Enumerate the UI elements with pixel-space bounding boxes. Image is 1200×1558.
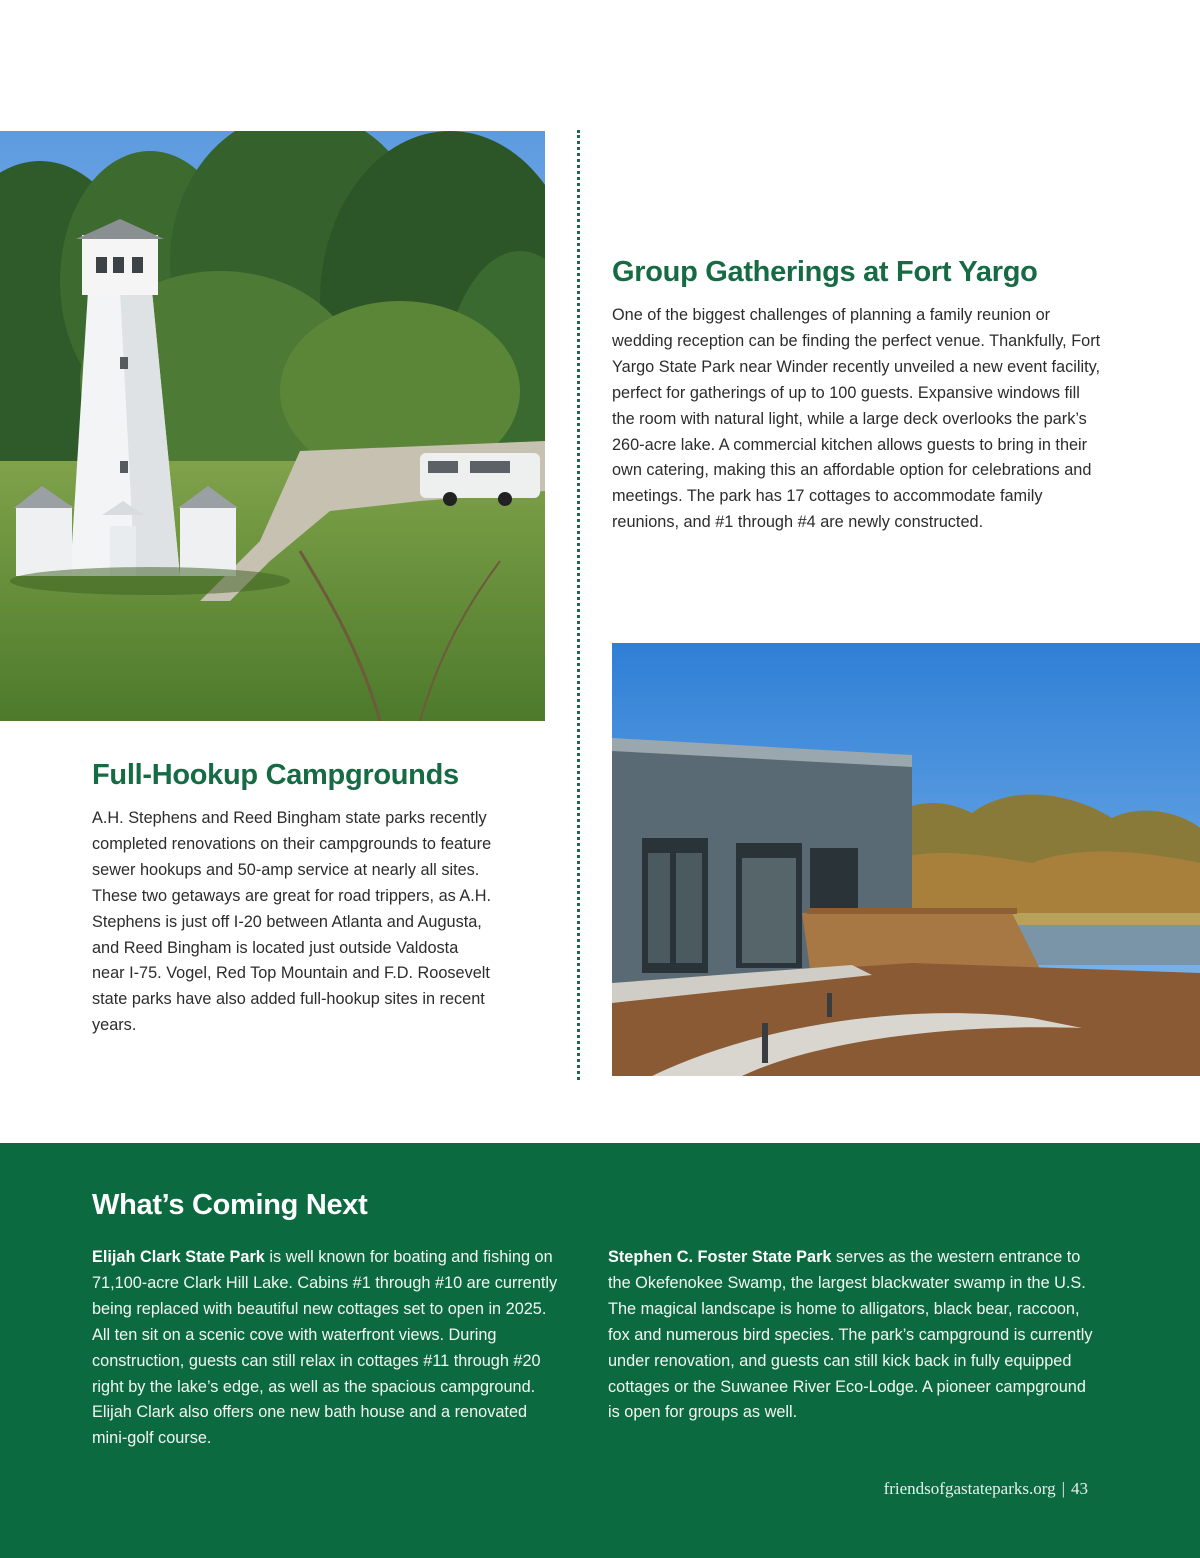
full-hookup-campgrounds-heading: Full-Hookup Campgrounds (92, 759, 459, 791)
group-gatherings-heading: Group Gatherings at Fort Yargo (612, 256, 1038, 288)
full-hookup-campgrounds-body: A.H. Stephens and Reed Bingham state parks recently completed renovations on their campgrounds to feature sewer hookups and 50-amp service at nearly all sites. These two getaways are great for road trippers, as A.H. Stephens is just off I-20 between Atlanta and Augusta, and Reed Bingham is located just outside Valdosta near I-75. Vogel, Red Top Mountain and F.D. Roosevelt state parks have also added full-hookup sites in recent years. (92, 809, 492, 1035)
elijah-clark-text: is well known for boating and fishing on 71,100-acre Clark Hill Lake. Cabins #1 through #10 are currently being replaced with beautiful new cottages set to open in 2025. All ten sit on a scenic cove with waterfront views. During construction, guests can still relax in cottages #11 through #20 right by the lake’s edge, as well as the spacious campground. Elijah Clark also offers one new bath house and a renovated mini-golf course. (92, 1248, 558, 1448)
lighthouse-campground-photo (0, 131, 545, 721)
whats-coming-next-heading: What’s Coming Next (92, 1189, 368, 1221)
website-url: friendsofgastateparks.org (883, 1479, 1056, 1498)
page-number: 43 (1071, 1479, 1088, 1498)
group-gatherings-section (612, 256, 1102, 536)
group-gatherings-body: One of the biggest challenges of planning a family reunion or wedding reception can be finding the perfect venue. Thankfully, Fort Yargo State Park near Winder recently unveiled a new event facility, perfect for gatherings of up to 100 guests. Expansive windows fill the room with natural light, while a large deck overlooks the park’s 260-acre lake. A commercial kitchen allows guests to bring in their own catering, making this an affordable option for celebrations and meetings. The park has 17 cottages to accommodate family reunions, and #1 through #4 are newly constructed. (612, 306, 1101, 532)
footer-separator: | (1061, 1479, 1065, 1498)
event-facility-photo (612, 643, 1200, 1076)
dotted-divider (577, 130, 580, 1080)
elijah-clark-paragraph (92, 1245, 562, 1452)
full-hookup-campgrounds-section (92, 759, 492, 1039)
elijah-clark-park-name: Elijah Clark State Park (92, 1248, 265, 1266)
stephen-foster-text: serves as the western entrance to the Okefenokee Swamp, the largest blackwater swamp in the U.S. The magical landscape is home to alligators, black bear, raccoon, fox and numerous bird species. The park’s campground is currently under renovation, and guests can still kick back in fully equipped cottages or the Suwanee River Eco-Lodge. A pioneer campground is open for groups as well. (608, 1248, 1093, 1422)
stephen-foster-park-name: Stephen C. Foster State Park (608, 1248, 832, 1266)
stephen-foster-paragraph (608, 1245, 1098, 1426)
whats-coming-next-section (0, 1143, 1200, 1558)
page-footer (884, 1479, 1088, 1499)
